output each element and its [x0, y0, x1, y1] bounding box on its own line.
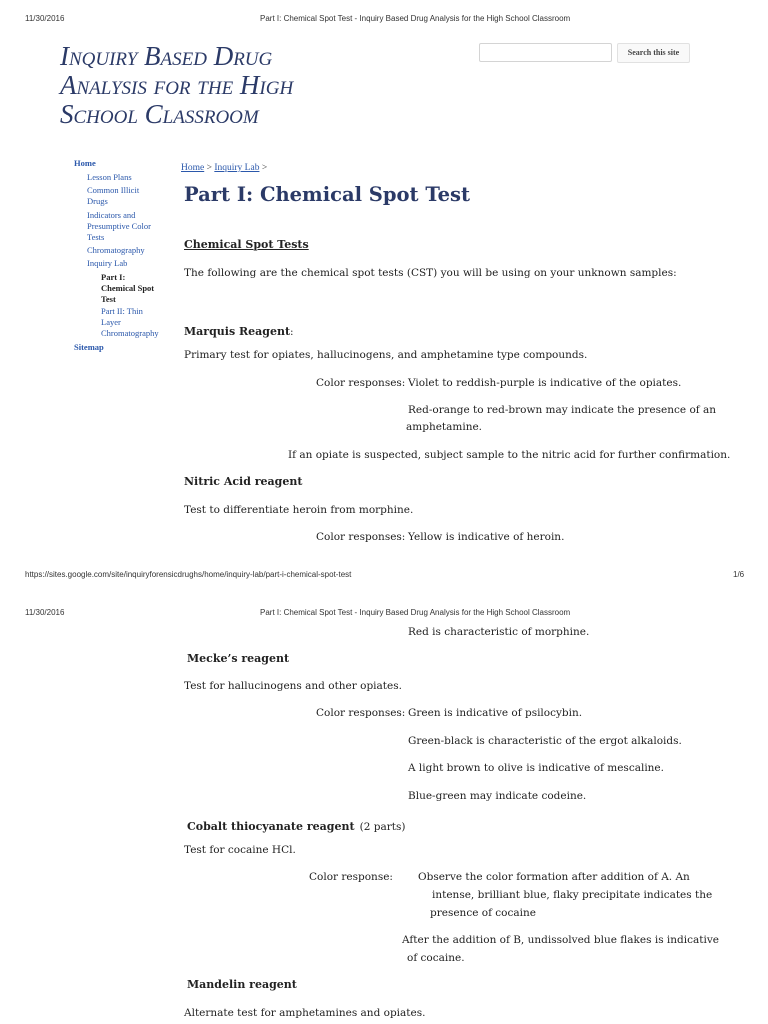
cobalt-response: intense, brilliant blue, flaky precipitate indicates the [432, 889, 713, 901]
sidebar-item-label: Chromatography [101, 328, 159, 338]
cobalt-response: presence of cocaine [430, 907, 536, 919]
print-page-number: 1/6 [733, 570, 745, 579]
sidebar-item-home[interactable]: Home [74, 158, 96, 168]
nitric-response: Yellow is indicative of heroin. [408, 531, 565, 543]
search-input[interactable] [479, 43, 612, 62]
mecke-description: Test for hallucinogens and other opiates. [184, 680, 402, 692]
sidebar-item-inquiry-lab[interactable]: Inquiry Lab [87, 258, 128, 268]
mandelin-description: Alternate test for amphetamines and opiates. [184, 1007, 426, 1019]
mecke-response: Blue-green may indicate codeine. [408, 790, 587, 802]
cobalt-heading [187, 815, 405, 834]
sidebar-item-lesson-plans[interactable]: Lesson Plans [87, 172, 132, 182]
marquis-response: amphetamine. [406, 421, 483, 433]
sidebar-item-label: Part II: Thin [101, 306, 143, 316]
sidebar-item-label: Test [101, 294, 116, 304]
site-title-line: Analysis for the High [60, 70, 294, 100]
nitric-description: Test to differentiate heroin from morphine. [184, 504, 414, 516]
marquis-color-label: Color responses: [316, 377, 406, 389]
sidebar-item-label: Chemical Spot [101, 283, 155, 293]
reagent-name: Cobalt thiocyanate reagent [187, 820, 355, 833]
cobalt-after-note: of cocaine. [407, 952, 465, 964]
sidebar-item-label: Tests [87, 232, 105, 242]
marquis-heading [184, 320, 294, 339]
reagent-name: Marquis Reagent [184, 325, 291, 338]
mecke-color-label: Color responses: [316, 707, 406, 719]
sidebar-item-label: Presumptive Color [87, 221, 151, 231]
mecke-response: Green is indicative of psilocybin. [408, 707, 583, 719]
mandelin-heading: Mandelin reagent [187, 978, 297, 991]
sidebar-item-label: Common Illicit [87, 185, 140, 195]
cobalt-description: Test for cocaine HCl. [184, 844, 296, 856]
breadcrumb [181, 163, 267, 173]
breadcrumb-separator: > [261, 163, 268, 173]
section-heading: Chemical Spot Tests [184, 238, 309, 251]
cobalt-color-label: Color response: [309, 871, 393, 883]
nitric-response: Red is characteristic of morphine. [408, 626, 590, 638]
page-title: Part I: Chemical Spot Test [184, 183, 470, 206]
breadcrumb-home-link[interactable]: Home [181, 163, 205, 173]
breadcrumb-inquiry-lab-link[interactable]: Inquiry Lab [214, 163, 260, 173]
intro-text: The following are the chemical spot tests (CST) you will be using on your unknown samples: [184, 267, 677, 279]
print-date: 11/30/2016 [25, 14, 65, 23]
print-date: 11/30/2016 [25, 608, 65, 617]
site-title-line: School Classroom [60, 99, 259, 129]
nitric-color-label: Color responses: [316, 531, 406, 543]
sidebar-item-label: Part I: [101, 272, 126, 282]
sidebar-item-sitemap[interactable]: Sitemap [74, 342, 104, 352]
print-title: Part I: Chemical Spot Test - Inquiry Based Drug Analysis for the High School Classroom [260, 14, 571, 23]
cobalt-response: Observe the color formation after addition of A. An [418, 871, 690, 883]
search-button[interactable]: Search this site [617, 43, 690, 63]
mecke-response: Green-black is characteristic of the ergot alkaloids. [408, 735, 682, 747]
nitric-heading: Nitric Acid reagent [184, 475, 303, 488]
marquis-response: Red-orange to red-brown may indicate the presence of an [408, 404, 717, 416]
sidebar-item-label: Drugs [87, 196, 108, 206]
mecke-response: A light brown to olive is indicative of mescaline. [408, 762, 664, 774]
cobalt-after-note: After the addition of B, undissolved blue flakes is indicative [402, 934, 719, 946]
site-title-line: Inquiry Based Drug [60, 41, 273, 71]
marquis-note: If an opiate is suspected, subject sample to the nitric acid for further confirmation. [288, 449, 731, 461]
heading-colon: : [290, 326, 294, 338]
marquis-response: Violet to reddish-purple is indicative of the opiates. [408, 377, 682, 389]
print-url: https://sites.google.com/site/inquiryforensicdrughs/home/inquiry-lab/part-i-chemical-spot-test [25, 570, 352, 579]
mecke-heading: Mecke’s reagent [187, 652, 290, 665]
marquis-description: Primary test for opiates, hallucinogens, and amphetamine type compounds. [184, 349, 588, 361]
sidebar-item-chromatography[interactable]: Chromatography [87, 245, 145, 255]
sidebar-item-label: Layer [101, 317, 121, 327]
sidebar-item-label: Indicators and [87, 210, 136, 220]
print-title: Part I: Chemical Spot Test - Inquiry Based Drug Analysis for the High School Classroom [260, 608, 571, 617]
breadcrumb-separator: > [206, 163, 212, 173]
reagent-parts: (2 parts) [359, 821, 406, 833]
